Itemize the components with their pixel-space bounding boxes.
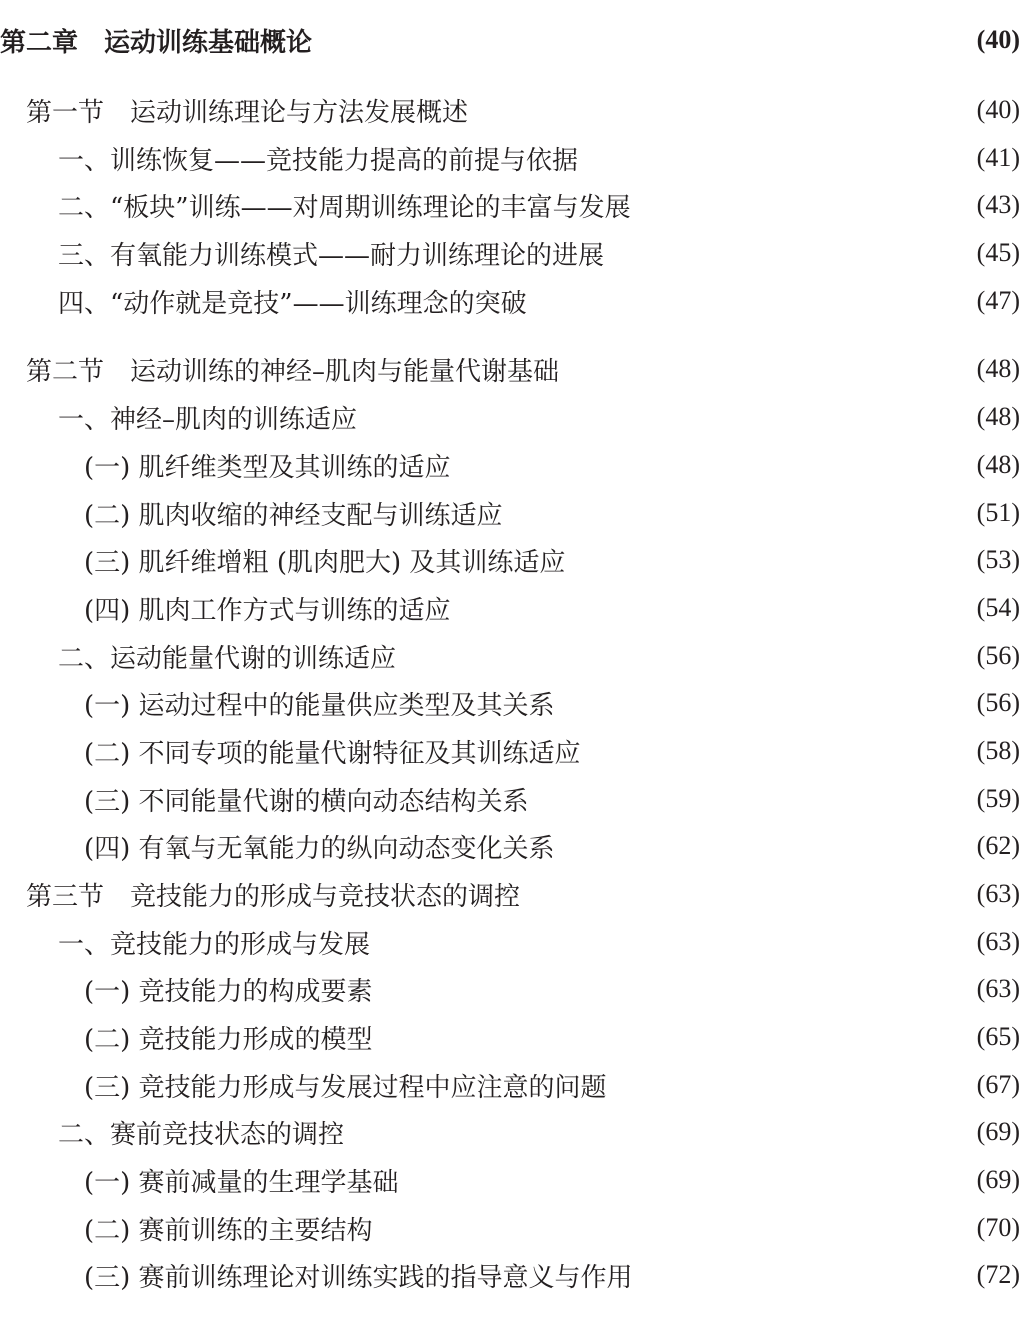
entry-title: (一) 竞技能力的构成要素 xyxy=(84,976,373,1007)
dot-leader xyxy=(521,491,952,535)
entry-title: (二) 竞技能力形成的模型 xyxy=(84,1024,373,1055)
page-number: (63) xyxy=(976,927,1020,956)
dot-leader xyxy=(391,1206,952,1250)
page-number: (53) xyxy=(976,545,1020,574)
page-number: (62) xyxy=(976,831,1020,860)
entry-title: (二) 肌肉收缩的神经支配与训练适应 xyxy=(84,500,503,531)
dot-leader xyxy=(391,967,952,1011)
page-number: (58) xyxy=(976,736,1020,765)
page-number: (40) xyxy=(976,25,1020,54)
entry-title: (三) 不同能量代谢的横向动态结构关系 xyxy=(84,786,529,817)
entry-title: (四) 肌肉工作方式与训练的适应 xyxy=(84,595,451,626)
item-entry[interactable] xyxy=(0,1015,1024,1059)
page-number: (54) xyxy=(976,593,1020,622)
entry-title: 第二节 运动训练的神经–肌肉与能量代谢基础 xyxy=(26,356,560,387)
entry-title: (三) 肌纤维增粗 (肌肉肥大) 及其训练适应 xyxy=(84,547,566,578)
dot-leader xyxy=(538,872,952,916)
dot-leader xyxy=(599,729,952,773)
page-number: (40) xyxy=(976,95,1020,124)
dot-leader xyxy=(486,88,952,132)
page-number: (51) xyxy=(976,498,1020,527)
dot-leader xyxy=(469,586,952,630)
subsection-entry[interactable] xyxy=(0,136,1024,180)
entry-title: 四、“动作就是竞技”——训练理念的突破 xyxy=(58,288,527,319)
page-number: (67) xyxy=(976,1070,1020,1099)
dot-leader xyxy=(649,183,952,227)
page-number: (47) xyxy=(976,286,1020,315)
page-number: (72) xyxy=(976,1260,1020,1289)
page-number: (69) xyxy=(976,1117,1020,1146)
page-number: (70) xyxy=(976,1213,1020,1242)
entry-title: (四) 有氧与无氧能力的纵向动态变化关系 xyxy=(84,833,555,864)
item-entry[interactable] xyxy=(0,681,1024,725)
page-number: (48) xyxy=(976,354,1020,383)
entry-title: (二) 赛前训练的主要结构 xyxy=(84,1215,373,1246)
dot-leader xyxy=(573,681,952,725)
chapter-entry[interactable] xyxy=(0,18,1024,62)
entry-title: 二、“板块”训练——对周期训练理论的丰富与发展 xyxy=(58,192,631,223)
entry-title: 一、训练恢复——竞技能力提高的前提与依据 xyxy=(58,145,579,176)
item-entry[interactable] xyxy=(0,1158,1024,1202)
item-entry[interactable] xyxy=(0,824,1024,868)
page-number: (48) xyxy=(976,402,1020,431)
page-number: (56) xyxy=(976,641,1020,670)
item-entry[interactable] xyxy=(0,538,1024,582)
item-entry[interactable] xyxy=(0,1206,1024,1250)
subsection-entry[interactable] xyxy=(0,183,1024,227)
dot-leader xyxy=(573,824,952,868)
entry-title: (三) 竞技能力形成与发展过程中应注意的问题 xyxy=(84,1072,607,1103)
dot-leader xyxy=(330,18,952,62)
entry-title: (一) 运动过程中的能量供应类型及其关系 xyxy=(84,690,555,721)
dot-leader xyxy=(577,347,952,391)
entry-title: 第三节 竞技能力的形成与竞技状态的调控 xyxy=(26,881,521,912)
entry-title: (一) 赛前减量的生理学基础 xyxy=(84,1167,399,1198)
dot-leader xyxy=(545,279,952,323)
dot-leader xyxy=(651,1253,952,1297)
item-entry[interactable] xyxy=(0,1253,1024,1297)
item-entry[interactable] xyxy=(0,777,1024,821)
page-number: (63) xyxy=(976,974,1020,1003)
entry-title: 第一节 运动训练理论与方法发展概述 xyxy=(26,97,469,128)
dot-leader xyxy=(417,1158,952,1202)
page-number: (59) xyxy=(976,784,1020,813)
entry-title: (三) 赛前训练理论对训练实践的指导意义与作用 xyxy=(84,1262,633,1293)
entry-title: 一、竞技能力的形成与发展 xyxy=(58,929,371,960)
dot-leader xyxy=(583,538,952,582)
dot-leader xyxy=(388,920,952,964)
page-number: (65) xyxy=(976,1022,1020,1051)
subsection-entry[interactable] xyxy=(0,279,1024,323)
section-entry[interactable] xyxy=(0,872,1024,916)
dot-leader xyxy=(362,1110,952,1154)
entry-title: 二、运动能量代谢的训练适应 xyxy=(58,643,397,674)
entry-title: 三、有氧能力训练模式——耐力训练理论的进展 xyxy=(58,240,605,271)
dot-leader xyxy=(625,1063,952,1107)
section-entry[interactable] xyxy=(0,347,1024,391)
item-entry[interactable] xyxy=(0,443,1024,487)
item-entry[interactable] xyxy=(0,586,1024,630)
page-number: (48) xyxy=(976,450,1020,479)
section-entry[interactable] xyxy=(0,88,1024,132)
subsection-entry[interactable] xyxy=(0,395,1024,439)
item-entry[interactable] xyxy=(0,729,1024,773)
page-number: (43) xyxy=(976,190,1020,219)
item-entry[interactable] xyxy=(0,491,1024,535)
dot-leader xyxy=(622,231,952,275)
page-number: (56) xyxy=(976,688,1020,717)
dot-leader xyxy=(414,634,952,678)
dot-leader xyxy=(596,136,952,180)
subsection-entry[interactable] xyxy=(0,634,1024,678)
item-entry[interactable] xyxy=(0,967,1024,1011)
page-number: (45) xyxy=(976,238,1020,267)
entry-title: 第二章 运动训练基础概论 xyxy=(0,27,313,58)
page-number: (69) xyxy=(976,1165,1020,1194)
entry-title: (一) 肌纤维类型及其训练的适应 xyxy=(84,452,451,483)
subsection-entry[interactable] xyxy=(0,920,1024,964)
dot-leader xyxy=(469,443,952,487)
dot-leader xyxy=(547,777,952,821)
page-number: (41) xyxy=(976,143,1020,172)
dot-leader xyxy=(375,395,952,439)
entry-title: 一、神经–肌肉的训练适应 xyxy=(58,404,358,435)
subsection-entry[interactable] xyxy=(0,231,1024,275)
subsection-entry[interactable] xyxy=(0,1110,1024,1154)
entry-title: 二、赛前竞技状态的调控 xyxy=(58,1119,345,1150)
item-entry[interactable] xyxy=(0,1063,1024,1107)
entry-title: (二) 不同专项的能量代谢特征及其训练适应 xyxy=(84,738,581,769)
dot-leader xyxy=(391,1015,952,1059)
page-number: (63) xyxy=(976,879,1020,908)
